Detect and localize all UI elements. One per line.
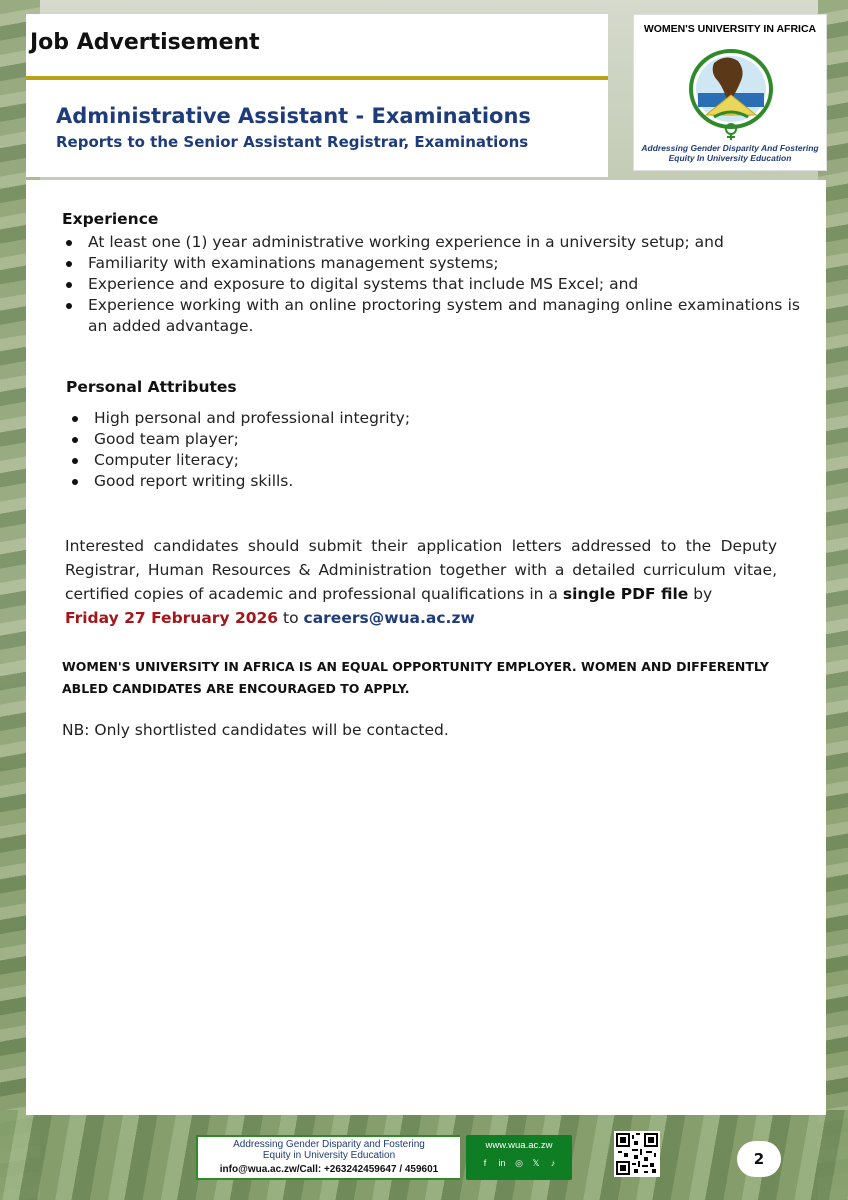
equal-opportunity-statement: WOMEN'S UNIVERSITY IN AFRICA IS AN EQUAL OPPORTUNITY EMPLOYER. WOMEN AND DIFFERENTLY ABLED CANDIDATES ARE ENCOURAGED TO APPLY. [62, 659, 769, 696]
list-item: Experience working with an online proctoring system and managing online examinations is an added advantage. [60, 295, 800, 337]
list-item: Good team player; [66, 429, 766, 450]
instagram-icon[interactable]: ◎ [515, 1158, 523, 1168]
application-deadline: Friday 27 February 2026 [65, 609, 279, 627]
page-number: 2 [737, 1141, 781, 1177]
logo-university-name: WOMEN'S UNIVERSITY IN AFRICA [643, 23, 817, 35]
university-logo-card [633, 14, 827, 171]
logo-tagline: Addressing Gender Disparity And Fostering Equity In University Education [641, 143, 819, 163]
application-instructions: Interested candidates should submit their application letters addressed to the Deputy Registrar, Human Resources & Administration together with a detailed curriculum vitae, certified copies of academic and professional qualifications in a single PDF file by Friday 27 February 2026 to careers@wua.ac.zw [65, 537, 777, 627]
experience-heading: Experience [62, 210, 159, 228]
experience-list [60, 232, 800, 337]
list-item: High personal and professional integrity; [66, 408, 766, 429]
list-item: Good report writing skills. [66, 471, 766, 492]
list-item: At least one (1) year administrative working experience in a university setup; and [60, 232, 800, 253]
tiktok-icon[interactable]: ♪ [550, 1158, 556, 1168]
linkedin-icon[interactable]: in [498, 1158, 506, 1168]
pdf-requirement: single PDF file [562, 585, 689, 603]
page-title: Job Advertisement [30, 30, 260, 55]
footer-contact[interactable]: info@wua.ac.zw/Call: +263242459647 / 459601 [219, 1164, 439, 1175]
nb-note: NB: Only shortlisted candidates will be contacted. [62, 721, 449, 739]
personal-attributes-heading: Personal Attributes [66, 378, 237, 396]
list-item: Familiarity with examinations management systems; [60, 253, 800, 274]
careers-email-link[interactable]: careers@wua.ac.zw [303, 609, 475, 627]
footer-tagline-box: Addressing Gender Disparity and Fostering Equity in University Education info@wua.ac.zw/Call: +263242459647 / 459601 [196, 1135, 460, 1180]
university-crest-icon [686, 41, 776, 141]
x-icon[interactable]: 𝕏 [532, 1158, 540, 1168]
reports-to: Reports to the Senior Assistant Registrar, Examinations [56, 133, 529, 151]
personal-attributes-list [66, 408, 766, 492]
facebook-icon[interactable]: f [483, 1158, 487, 1168]
list-item: Experience and exposure to digital systems that include MS Excel; and [60, 274, 800, 295]
header-divider [26, 76, 608, 80]
main-content [26, 180, 826, 1115]
social-icons [466, 1158, 572, 1169]
footer-website-box [466, 1135, 572, 1180]
qr-code-graphic [616, 1133, 658, 1175]
website-link[interactable]: www.wua.ac.zw [485, 1140, 553, 1151]
list-item: Computer literacy; [66, 450, 766, 471]
job-title: Administrative Assistant - Examinations [56, 104, 531, 128]
qr-code-icon[interactable] [614, 1131, 660, 1177]
